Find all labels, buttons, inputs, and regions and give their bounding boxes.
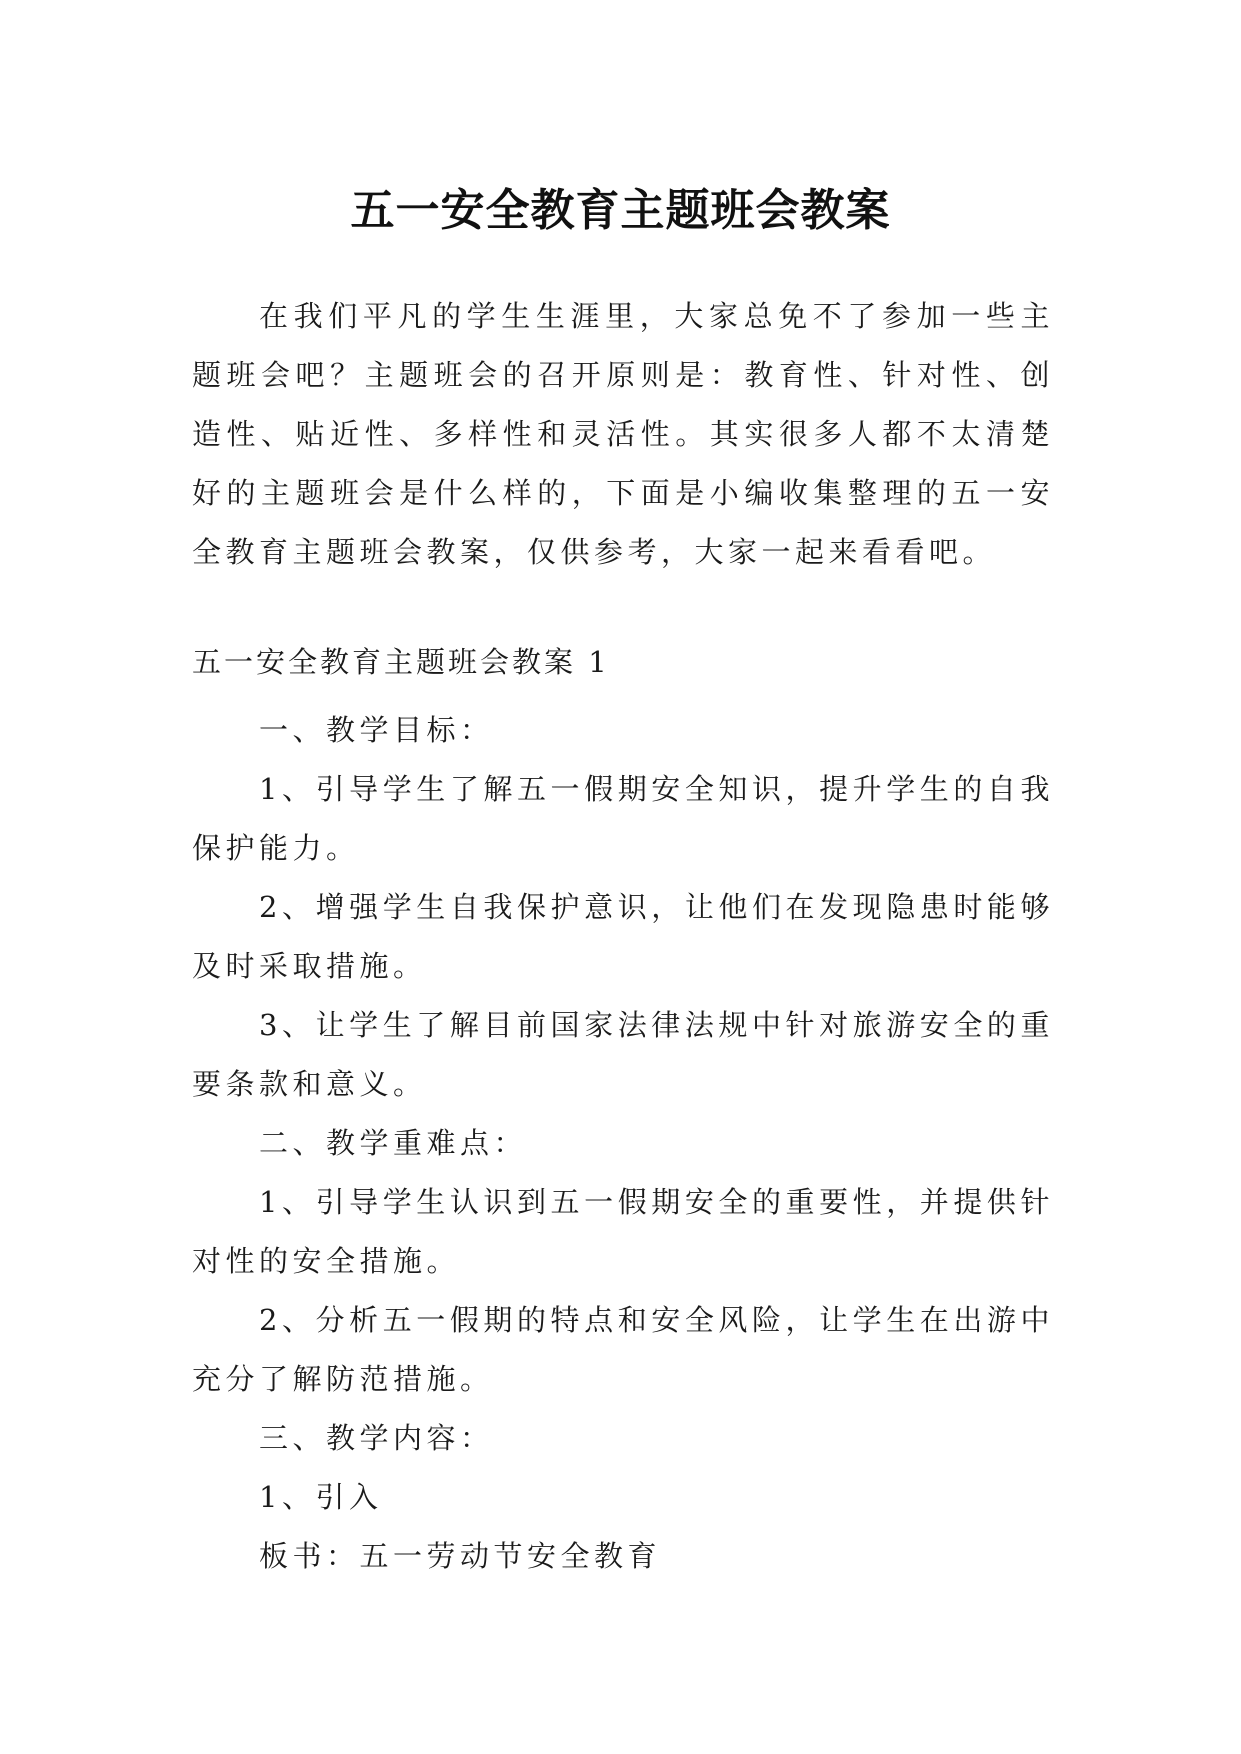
intro-paragraph: 在我们平凡的学生生涯里，大家总免不了参加一些主题班会吧？主题班会的召开原则是：教育性、针对性、创造性、贴近性、多样性和灵活性。其实很多人都不太清楚好的主题班会是什么样的，下面是小编收集整理的五一安全教育主题班会教案，仅供参考，大家一起来看看吧。 bbox=[192, 299, 1054, 569]
section-heading: 五一安全教育主题班会教案 1 bbox=[192, 645, 610, 679]
key-point-item: 1、引导学生认识到五一假期安全的重要性，并提供针对性的安全措施。 bbox=[192, 1185, 1054, 1278]
objectives-heading: 一、教学目标： bbox=[259, 713, 494, 747]
key-point-item: 2、分析五一假期的特点和安全风险，让学生在出游中充分了解防范措施。 bbox=[192, 1303, 1054, 1396]
document-title: 五一安全教育主题班会教案 bbox=[350, 185, 891, 237]
content-heading: 三、教学内容： bbox=[259, 1421, 494, 1455]
content-item: 1、引入 bbox=[259, 1480, 383, 1514]
blackboard-note: 板书：五一劳动节安全教育 bbox=[259, 1539, 662, 1573]
objective-item: 3、让学生了解目前国家法律法规中针对旅游安全的重要条款和意义。 bbox=[192, 1008, 1054, 1101]
document-body bbox=[192, 701, 1054, 1586]
objective-item: 1、引导学生了解五一假期安全知识，提升学生的自我保护能力。 bbox=[192, 772, 1054, 865]
key-points-heading: 二、教学重难点： bbox=[259, 1126, 528, 1160]
objective-item: 2、增强学生自我保护意识，让他们在发现隐患时能够及时采取措施。 bbox=[192, 890, 1054, 983]
